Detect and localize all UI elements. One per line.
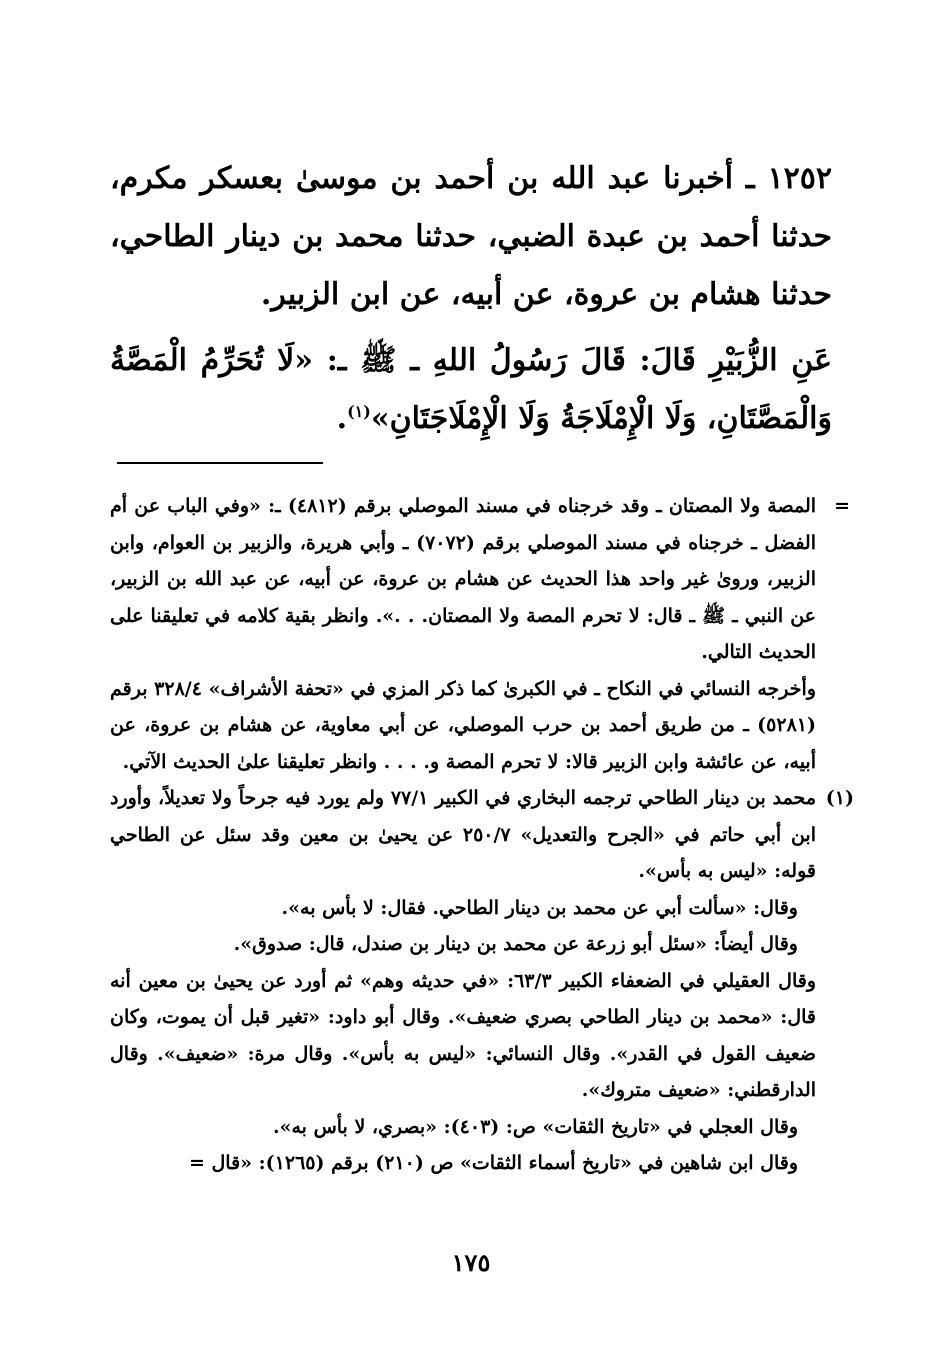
footnotes-section: [110, 488, 854, 1182]
footnote-1-marker: (١): [825, 787, 854, 809]
matn-text: عَنِ الزُّبَيْرِ قَالَ: قَالَ رَسُولُ اللهِ ـ ﷺ ـ: «لَا تُحَرِّمُ الْمَصَّةُ وَالْمَصَّتَانِ، وَلَا الْإِمْلَاجَةُ وَلَا الْإِمْلَاجَتَانِ»: [110, 343, 832, 436]
hadith-section: [110, 150, 832, 448]
footnote-reference: (١): [347, 402, 371, 421]
continuation-marker: =: [834, 495, 850, 517]
footnote-1-paragraph-3: وقال أيضاً: «سئل أبو زرعة عن محمد بن دينار بن صندل، قال: صدوق».: [233, 933, 798, 955]
isnad-text: ١٢٥٢ ـ أخبرنا عبد الله بن أحمد بن موسىٰ بعسكر مكرم، حدثنا أحمد بن عبدة الضبي، حدثنا محمد بن دينار الطاحي، حدثنا هشام بن عروة، عن أبيه، عن ابن الزبير.: [110, 161, 832, 312]
footnote-separator: [117, 462, 323, 464]
matn-end-mark: .: [336, 401, 348, 436]
matn-paragraph: [110, 332, 832, 448]
footnote-1-text: محمد بن دينار الطاحي ترجمه البخاري في الكبير ٧٧/١ ولم يورد فيه جرحاً ولا تعديلاً، وأورد ابن أبي حاتم في «الجرح والتعديل» ٢٥٠/٧ عن يحيىٰ بن معين وقد سئل عن الطاحي قوله: «ليس به بأس».: [110, 787, 816, 882]
page-number: ١٧٥: [451, 1248, 491, 1277]
footnote-1: [110, 780, 854, 890]
continued-note-paragraph-2: وأخرجه النسائي في النكاح ـ في الكبرىٰ كما ذكر المزي في «تحفة الأشراف» ٣٢٨/٤ برقم (٥٢٨١) ـ من طريق أحمد بن حرب الموصلي، عن أبي معاوية، عن هشام بن عروة، عن أبيه، عن عائشة وابن الزبير قالا: لا تحرم المصة و. . . . وانظر تعليقنا علىٰ الحديث الآتي.: [110, 677, 816, 773]
continued-note-text: المصة ولا المصتان ـ وقد خرجناه في مسند الموصلي برقم (٤٨١٢) ـ: «وفي الباب عن أم الفضل ـ خرجناه في مسند الموصلي برقم (٧٠٧٢) ـ وأبي هريرة، والزبير بن العوام، وابن الزبير، وروىٰ غير واحد هذا الحديث عن هشام بن عروة، عن أبيه، عن عبد الله بن الزبير، عن النبي ـ ﷺ ـ قال: لا تحرم المصة ولا المصتان. . .». وانظر بقية كلامه في تعليقنا على الحديث التالي.: [110, 495, 817, 663]
footnote-1-paragraph-5: وقال العجلي في «تاريخ الثقات» ص: (٤٠٣): «بصري، لا بأس به».: [273, 1115, 798, 1138]
footnote-1-paragraph-6: وقال ابن شاهين في «تاريخ أسماء الثقات» ص (٢١٠) برقم (١٢٦٥): «قال =: [188, 1152, 798, 1174]
footnote-1-paragraph-2: وقال: «سألت أبي عن محمد بن دينار الطاحي. فقال: لا بأس به».: [281, 896, 798, 919]
continued-note-paragraph: [110, 488, 850, 671]
footnote-1-paragraph-4: وقال العقيلي في الضعفاء الكبير ٦٣/٣: «في حديثه وهم» ثم أورد عن يحيىٰ بن معين أنه قال: «محمد بن دينار الطاحي بصري ضعيف». وقال أبو داود: «تغير قبل أن يموت، وكان ضعيف القول في القدر». وقال النسائي: «ليس به بأس». وقال مرة: «ضعيف». وقال الدارقطني: «ضعيف متروك».: [110, 969, 816, 1101]
